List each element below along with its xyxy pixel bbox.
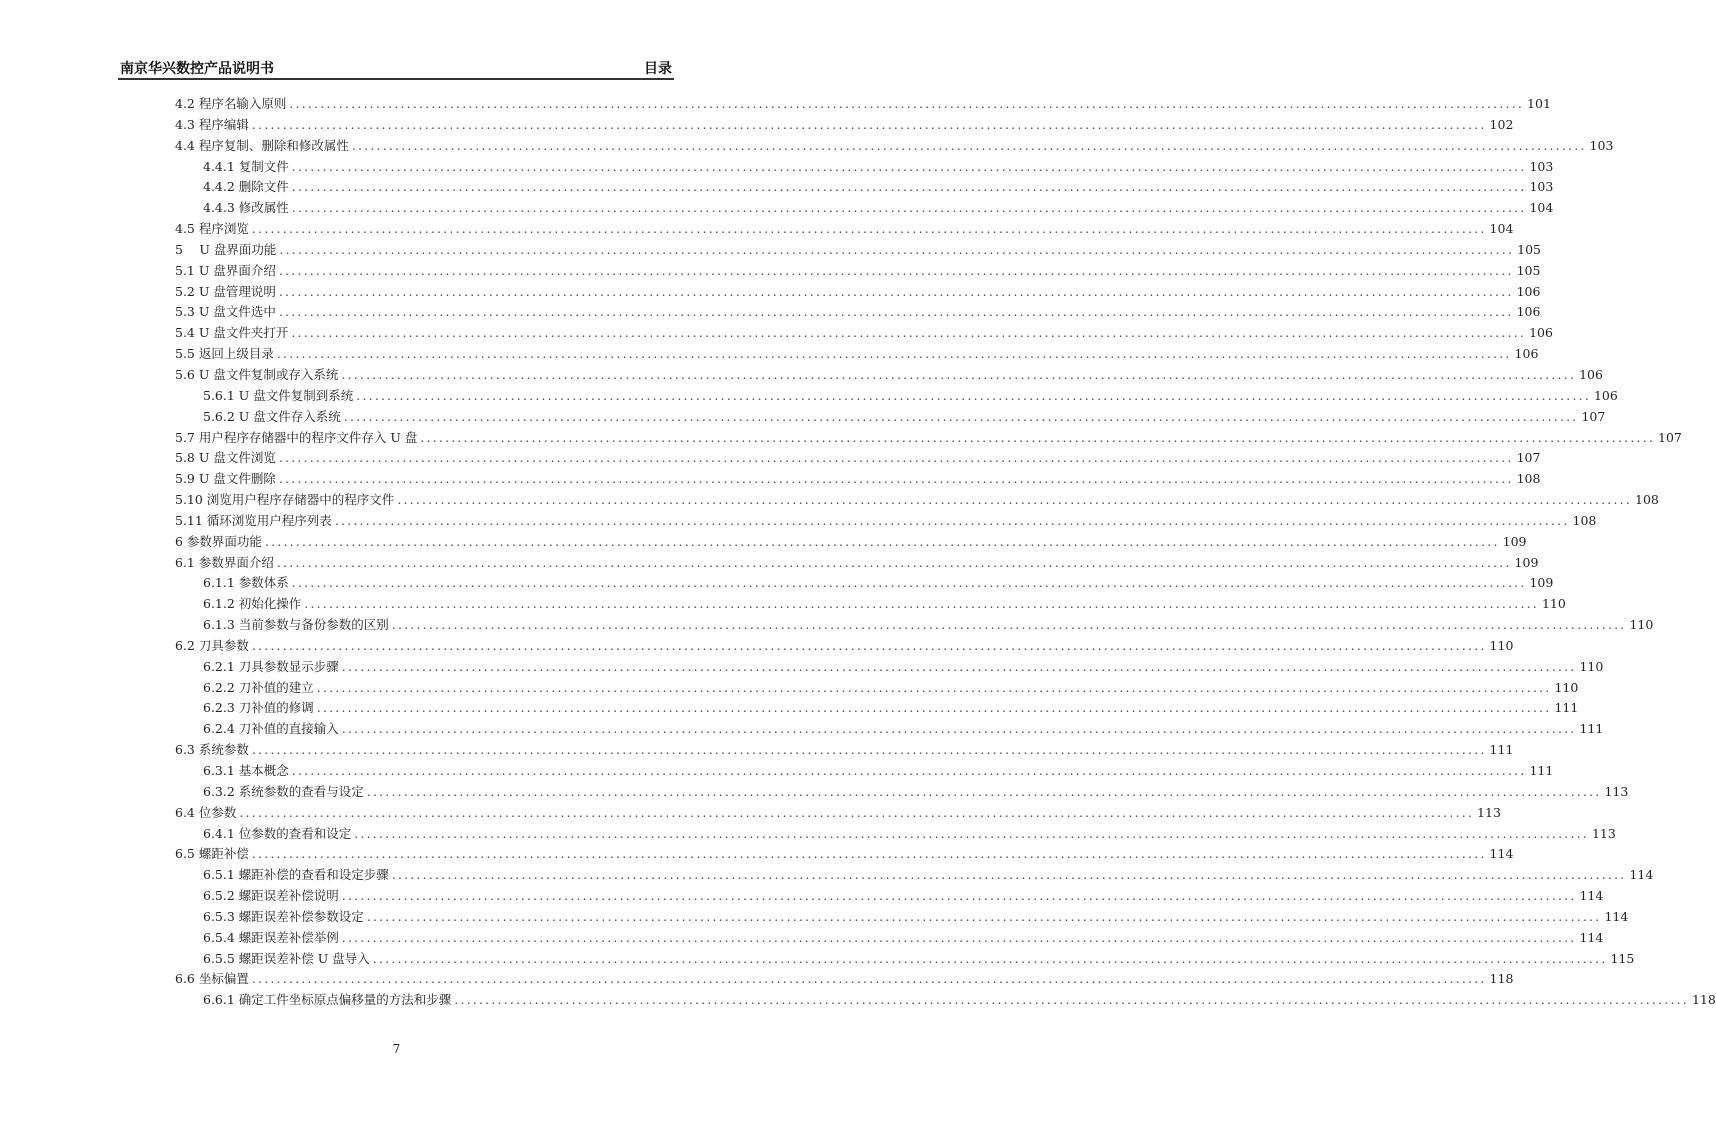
toc-entry-page: 106 — [1514, 346, 1539, 362]
toc-leader-dots: ........................................................................................................................................................................................................ — [251, 846, 1487, 862]
toc-entry[interactable] — [175, 428, 1682, 449]
toc-entry-page: 111 — [1489, 742, 1514, 758]
toc-leader-dots: ........................................................................................................................................................................................................ — [420, 429, 1656, 445]
toc-leader-dots: ........................................................................................................................................................................................................ — [276, 554, 1512, 570]
toc-entry-title: 5.3 U 盘文件选中 — [175, 304, 276, 320]
toc-entry-title: 6.2.2 刀补值的建立 — [203, 679, 314, 695]
toc-entry-page: 107 — [1581, 408, 1606, 424]
toc-entry-page: 101 — [1527, 96, 1551, 111]
toc-entry[interactable] — [175, 115, 1514, 136]
toc-leader-dots: ........................................................................................................................................................................................................ — [341, 366, 1577, 382]
toc-leader-dots: ........................................................................................................................................................................................................ — [251, 116, 1487, 132]
toc-entry[interactable] — [175, 344, 1539, 365]
toc-entry[interactable] — [175, 407, 1606, 428]
toc-entry[interactable] — [175, 282, 1541, 303]
toc-entry-title: 6.5.3 螺距误差补偿参数设定 — [203, 908, 364, 924]
toc-entry[interactable] — [175, 448, 1541, 469]
toc-entry-page: 110 — [1541, 596, 1566, 612]
toc-entry[interactable] — [175, 803, 1501, 824]
toc-entry[interactable] — [175, 573, 1554, 594]
toc-leader-dots: ........................................................................................................................................................................................................ — [239, 804, 1475, 820]
toc-leader-dots: ........................................................................................................................................................................................................ — [289, 96, 1525, 111]
toc-entry-title: 5.6 U 盘文件复制或存入系统 — [175, 366, 339, 382]
toc-entry[interactable] — [175, 698, 1579, 719]
toc-leader-dots: ........................................................................................................................................................................................................ — [278, 471, 1514, 487]
toc-entry-page: 113 — [1604, 783, 1629, 799]
toc-leader-dots: ........................................................................................................................................................................................................ — [391, 867, 1627, 883]
toc-entry[interactable] — [175, 365, 1603, 386]
toc-entry-title: 6.2.3 刀补值的修调 — [203, 700, 314, 716]
toc-entry-page: 109 — [1502, 533, 1527, 549]
toc-leader-dots: ........................................................................................................................................................................................................ — [251, 742, 1487, 758]
toc-entry[interactable] — [175, 157, 1554, 178]
toc-leader-dots: ........................................................................................................................................................................................................ — [316, 700, 1552, 716]
toc-entry-title: 5.5 返回上级目录 — [175, 346, 274, 362]
toc-entry-title: 6.4 位参数 — [175, 804, 237, 820]
toc-entry[interactable] — [175, 94, 1551, 115]
toc-leader-dots: ........................................................................................................................................................................................................ — [454, 992, 1689, 1008]
toc-entry-page: 109 — [1529, 575, 1554, 591]
toc-entry-page: 103 — [1529, 158, 1554, 174]
toc-entry[interactable] — [175, 386, 1618, 407]
table-of-contents — [175, 94, 1716, 1011]
toc-entry[interactable] — [175, 532, 1527, 553]
toc-entry-page: 114 — [1579, 929, 1604, 945]
toc-leader-dots: ........................................................................................................................................................................................................ — [366, 783, 1602, 799]
toc-entry-page: 114 — [1604, 908, 1629, 924]
toc-entry-page: 106 — [1529, 325, 1553, 341]
toc-leader-dots: ........................................................................................................................................................................................................ — [391, 617, 1627, 633]
toc-entry[interactable] — [175, 636, 1514, 657]
toc-entry[interactable] — [175, 782, 1629, 803]
toc-entry[interactable] — [175, 719, 1604, 740]
toc-entry-title: 6.5.4 螺距误差补偿举例 — [203, 929, 339, 945]
toc-entry[interactable] — [175, 865, 1654, 886]
toc-entry-title: 4.4.1 复制文件 — [203, 158, 289, 174]
toc-entry[interactable] — [175, 302, 1541, 323]
toc-entry-page: 108 — [1635, 492, 1659, 508]
toc-entry-page: 109 — [1514, 554, 1539, 570]
page-number: 7 — [392, 1042, 401, 1056]
toc-entry-page: 104 — [1489, 221, 1514, 237]
toc-leader-dots: ........................................................................................................................................................................................................ — [251, 971, 1487, 987]
toc-entry-title: 6.3.2 系统参数的查看与设定 — [203, 783, 364, 799]
toc-entry[interactable] — [175, 740, 1514, 761]
toc-leader-dots: ........................................................................................................................................................................................................ — [304, 596, 1539, 612]
toc-leader-dots: ........................................................................................................................................................................................................ — [291, 325, 1527, 341]
toc-entry-page: 110 — [1579, 658, 1604, 674]
toc-leader-dots: ........................................................................................................................................................................................................ — [251, 221, 1487, 237]
toc-entry-page: 115 — [1610, 950, 1635, 966]
toc-leader-dots: ........................................................................................................................................................................................................ — [354, 825, 1589, 841]
toc-entry-page: 108 — [1572, 512, 1597, 528]
toc-entry-title: 5.6.2 U 盘文件存入系统 — [203, 408, 341, 424]
toc-entry-title: 5.10 浏览用户程序存储器中的程序文件 — [175, 492, 395, 508]
toc-leader-dots: ........................................................................................................................................................................................................ — [341, 658, 1577, 674]
toc-leader-dots: ........................................................................................................................................................................................................ — [279, 241, 1515, 257]
toc-entry[interactable] — [175, 177, 1554, 198]
toc-entry-title: 6.4.1 位参数的查看和设定 — [203, 825, 352, 841]
toc-entry-title: 5.1 U 盘界面介绍 — [175, 262, 276, 278]
toc-entry-title: 6.6 坐标偏置 — [175, 971, 249, 987]
toc-entry-title: 6.5 螺距补偿 — [175, 846, 249, 862]
toc-leader-dots: ........................................................................................................................................................................................................ — [334, 512, 1570, 528]
toc-entry[interactable] — [175, 824, 1616, 845]
toc-entry-page: 113 — [1591, 825, 1616, 841]
toc-leader-dots: ........................................................................................................................................................................................................ — [341, 721, 1577, 737]
toc-entry-title: 6.2 刀具参数 — [175, 637, 249, 653]
toc-entry-title: 6.5.1 螺距补偿的查看和设定步骤 — [203, 867, 389, 883]
toc-entry-title: 5.2 U 盘管理说明 — [175, 283, 276, 299]
toc-entry[interactable] — [175, 844, 1514, 865]
toc-leader-dots: ........................................................................................................................................................................................................ — [343, 408, 1579, 424]
toc-entry-page: 106 — [1593, 387, 1618, 403]
toc-entry-page: 107 — [1516, 450, 1541, 466]
toc-entry-title: 6.5.5 螺距误差补偿 U 盘导入 — [203, 950, 370, 966]
toc-leader-dots: ........................................................................................................................................................................................................ — [278, 262, 1514, 278]
toc-entry-title: 4.4 程序复制、删除和修改属性 — [175, 137, 349, 153]
toc-entry[interactable] — [175, 990, 1716, 1011]
toc-entry-title: 5.8 U 盘文件浏览 — [175, 450, 276, 466]
toc-entry-title: 5.4 U 盘文件夹打开 — [175, 325, 289, 341]
toc-entry-title: 5.9 U 盘文件删除 — [175, 471, 276, 487]
toc-entry-page: 105 — [1517, 241, 1541, 257]
toc-leader-dots: ........................................................................................................................................................................................................ — [276, 346, 1512, 362]
toc-entry[interactable] — [175, 969, 1514, 990]
toc-leader-dots: ........................................................................................................................................................................................................ — [251, 637, 1487, 653]
toc-entry-page: 110 — [1629, 617, 1654, 633]
toc-entry-title: 4.3 程序编辑 — [175, 116, 249, 132]
toc-leader-dots: ........................................................................................................................................................................................................ — [291, 200, 1527, 216]
toc-entry-page: 102 — [1489, 116, 1514, 132]
toc-leader-dots: ........................................................................................................................................................................................................ — [356, 387, 1591, 403]
toc-leader-dots: ........................................................................................................................................................................................................ — [351, 137, 1587, 153]
toc-entry[interactable] — [175, 261, 1541, 282]
section-title: 目录 — [644, 61, 672, 77]
toc-entry-page: 113 — [1477, 804, 1501, 820]
toc-leader-dots: ........................................................................................................................................................................................................ — [372, 950, 1608, 966]
toc-leader-dots: ........................................................................................................................................................................................................ — [291, 575, 1527, 591]
toc-entry-title: 6.5.2 螺距误差补偿说明 — [203, 888, 339, 904]
toc-entry-title: 5.6.1 U 盘文件复制到系统 — [203, 387, 354, 403]
toc-leader-dots: ........................................................................................................................................................................................................ — [341, 888, 1577, 904]
toc-entry[interactable] — [175, 469, 1541, 490]
toc-entry-title: 6.1.2 初始化操作 — [203, 596, 302, 612]
toc-entry-title: 6.3.1 基本概念 — [203, 763, 289, 778]
toc-entry[interactable] — [175, 490, 1659, 511]
toc-entry-title: 5 U 盘界面功能 — [175, 241, 277, 257]
toc-entry-title: 6.6.1 确定工件坐标原点偏移量的方法和步骤 — [203, 992, 452, 1008]
toc-entry[interactable] — [175, 511, 1597, 532]
toc-leader-dots: ........................................................................................................................................................................................................ — [291, 179, 1527, 195]
toc-entry[interactable] — [175, 949, 1635, 970]
toc-leader-dots: ........................................................................................................................................................................................................ — [316, 679, 1552, 695]
toc-entry-title: 6.2.4 刀补值的直接输入 — [203, 721, 339, 737]
toc-entry[interactable] — [175, 136, 1614, 157]
toc-entry-page: 111 — [1579, 721, 1604, 737]
toc-entry-page: 111 — [1554, 700, 1579, 716]
toc-entry[interactable] — [175, 553, 1539, 574]
toc-entry[interactable] — [175, 615, 1654, 636]
toc-entry[interactable] — [175, 240, 1541, 261]
toc-entry[interactable] — [175, 928, 1604, 949]
toc-entry[interactable] — [175, 761, 1554, 782]
toc-entry-page: 114 — [1489, 846, 1514, 862]
toc-entry-title: 6.3 系统参数 — [175, 742, 249, 758]
toc-entry-title: 5.11 循环浏览用户程序列表 — [175, 512, 332, 528]
toc-entry-title: 6.1 参数界面介绍 — [175, 554, 274, 570]
document-title: 南京华兴数控产品说明书 — [120, 61, 274, 77]
toc-entry-title: 4.4.3 修改属性 — [203, 200, 289, 216]
toc-entry-page: 114 — [1579, 888, 1604, 904]
toc-leader-dots: ........................................................................................................................................................................................................ — [278, 283, 1514, 299]
toc-entry[interactable] — [175, 886, 1604, 907]
toc-entry-title: 5.7 用户程序存储器中的程序文件存入 U 盘 — [175, 429, 418, 445]
toc-entry-page: 107 — [1658, 429, 1682, 445]
toc-leader-dots: ........................................................................................................................................................................................................ — [278, 304, 1514, 320]
toc-entry[interactable] — [175, 198, 1554, 219]
toc-entry-title: 6 参数界面功能 — [175, 533, 262, 549]
toc-entry-page: 111 — [1529, 763, 1554, 778]
toc-entry[interactable] — [175, 907, 1629, 928]
toc-entry-page: 118 — [1489, 971, 1514, 987]
toc-entry-title: 4.4.2 删除文件 — [203, 179, 289, 195]
toc-leader-dots: ........................................................................................................................................................................................................ — [291, 763, 1527, 778]
toc-entry-page: 108 — [1516, 471, 1541, 487]
toc-leader-dots: ........................................................................................................................................................................................................ — [278, 450, 1514, 466]
toc-entry-page: 104 — [1529, 200, 1554, 216]
toc-entry-page: 105 — [1516, 262, 1541, 278]
toc-entry-page: 106 — [1516, 304, 1541, 320]
toc-entry[interactable] — [175, 678, 1579, 699]
toc-leader-dots: ........................................................................................................................................................................................................ — [291, 158, 1527, 174]
toc-leader-dots: ........................................................................................................................................................................................................ — [397, 492, 1632, 508]
toc-entry[interactable] — [175, 323, 1553, 344]
toc-entry-title: 6.1.3 当前参数与备份参数的区别 — [203, 617, 389, 633]
toc-entry-page: 118 — [1691, 992, 1716, 1008]
toc-entry-title: 6.1.1 参数体系 — [203, 575, 289, 591]
toc-leader-dots: ........................................................................................................................................................................................................ — [366, 908, 1602, 924]
toc-entry[interactable] — [175, 219, 1514, 240]
toc-leader-dots: ........................................................................................................................................................................................................ — [341, 929, 1577, 945]
toc-entry-page: 106 — [1516, 283, 1541, 299]
toc-leader-dots: ........................................................................................................................................................................................................ — [264, 533, 1500, 549]
toc-entry-page: 114 — [1629, 867, 1654, 883]
toc-entry[interactable] — [175, 657, 1604, 678]
toc-entry-page: 103 — [1529, 179, 1554, 195]
toc-entry[interactable] — [175, 594, 1566, 615]
toc-entry-title: 6.2.1 刀具参数显示步骤 — [203, 658, 339, 674]
page-header — [118, 56, 674, 80]
toc-entry-page: 110 — [1554, 679, 1579, 695]
toc-entry-page: 110 — [1489, 637, 1514, 653]
toc-entry-page: 106 — [1579, 366, 1603, 382]
toc-entry-page: 103 — [1589, 137, 1614, 153]
toc-entry-title: 4.5 程序浏览 — [175, 221, 249, 237]
toc-entry-title: 4.2 程序名输入原则 — [175, 96, 287, 111]
